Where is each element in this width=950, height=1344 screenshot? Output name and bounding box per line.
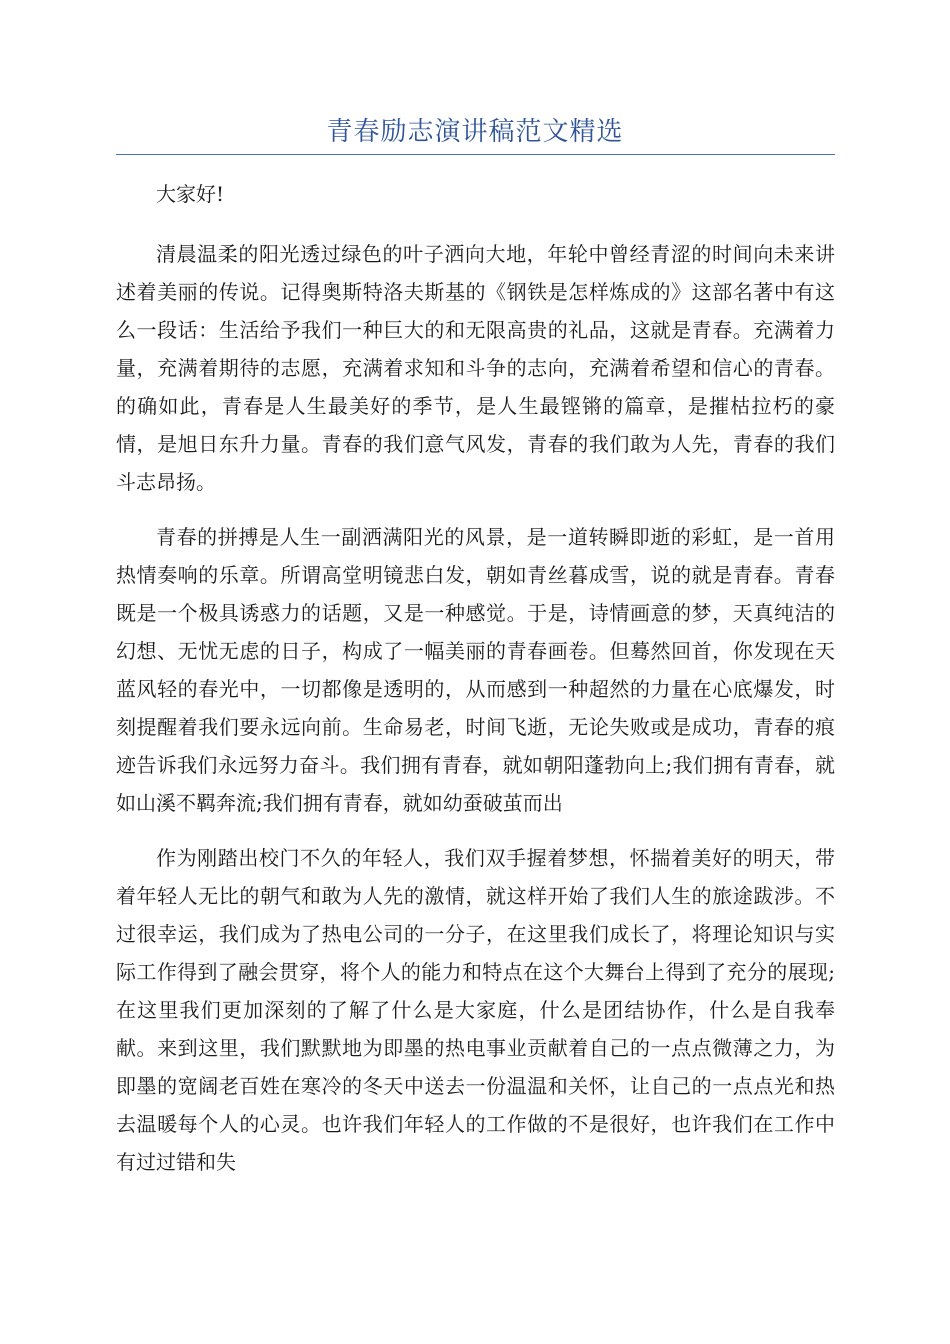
document-body bbox=[116, 175, 835, 1198]
title-underline bbox=[116, 154, 835, 155]
body-paragraph-1: 清晨温柔的阳光透过绿色的叶子洒向大地，年轮中曾经青涩的时间向未来讲述着美丽的传说。记得奥斯特洛夫斯基的《钢铁是怎样炼成的》这部名著中有这么一段话：生活给予我们一种巨大的和无限高贵的礼品，这就是青春。充满着力量，充满着期待的志愿，充满着求知和斗争的志向，充满着希望和信心的青春。的确如此，青春是人生最美好的季节，是人生最铿锵的篇章，是摧枯拉朽的豪情，是旭日东升力量。青春的我们意气风发，青春的我们敢为人先，青春的我们斗志昂扬。 bbox=[116, 242, 835, 494]
document-title: 青春励志演讲稿范文精选 bbox=[326, 117, 624, 147]
body-paragraph-3: 作为刚踏出校门不久的年轻人，我们双手握着梦想，怀揣着美好的明天，带着年轻人无比的朝气和敢为人先的激情，就这样开始了我们人生的旅途跋涉。不过很幸运，我们成为了热电公司的一分子，在这里我们成长了，将理论知识与实际工作得到了融会贯穿，将个人的能力和特点在这个大舞台上得到了充分的展现;在这里我们更加深刻的了解了什么是大家庭，什么是团结协作，什么是自我奉献。来到这里，我们默默地为即墨的热电事业贡献着自己的一点点微薄之力，为即墨的宽阔老百姓在寒冷的冬天中送去一份温温和关怀，让自己的一点点光和热去温暖每个人的心灵。也许我们年轻人的工作做的不是很好，也许我们在工作中有过过错和失 bbox=[116, 846, 835, 1174]
greeting-line: 大家好! bbox=[156, 182, 225, 206]
body-paragraph-2: 青春的拼搏是人生一副洒满阳光的风景，是一道转瞬即逝的彩虹，是一首用热情奏响的乐章。所谓高堂明镜悲白发，朝如青丝暮成雪，说的就是青春。青春既是一个极具诱惑力的话题，又是一种感觉。于是，诗情画意的梦，天真纯洁的幻想、无忧无虑的日子，构成了一幅美丽的青春画卷。但蓦然回首，你发现在天蓝风轻的春光中，一切都像是透明的，从而感到一种超然的力量在心底爆发，时刻提醒着我们要永远向前。生命易老，时间飞逝，无论失败或是成功，青春的痕迹告诉我们永远努力奋斗。我们拥有青春，就如朝阳蓬勃向上;我们拥有青春，就如山溪不羁奔流;我们拥有青春，就如幼蚕破茧而出 bbox=[116, 525, 835, 815]
